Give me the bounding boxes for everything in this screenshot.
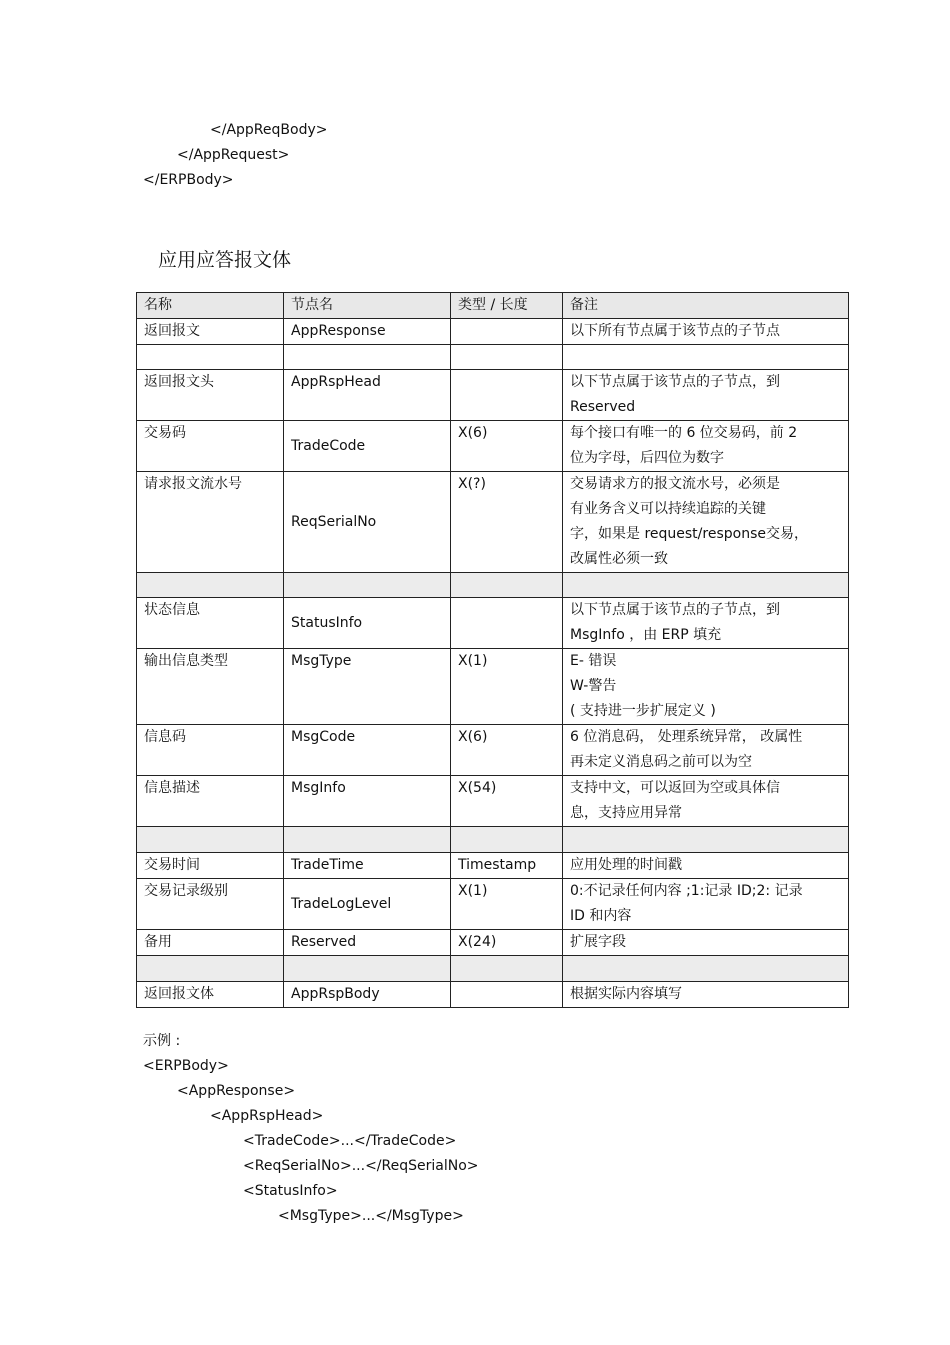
table-header-row [137,293,849,319]
cell-note: 6 位消息码， 处理系统异常， 改属性 再未定义消息码之前可以为空 [563,725,849,776]
cell-note: 根据实际内容填写 [563,982,849,1008]
cell-type [451,827,563,853]
cell-name: 返回报文 [137,319,284,345]
code-line: <ReqSerialNo>...</ReqSerialNo> [243,1158,479,1174]
cell-node: MsgInfo [284,776,451,827]
cell-note [563,573,849,598]
cell-note: 应用处理的时间戳 [563,853,849,879]
cell-type [451,573,563,598]
table-row [137,345,849,370]
cell-name: 输出信息类型 [137,649,284,725]
code-line: <TradeCode>...</TradeCode> [243,1133,457,1149]
cell-note: 以下节点属于该节点的子节点，到 MsgInfo ，由 ERP 填充 [563,598,849,649]
cell-name [137,827,284,853]
section-heading: 应用应答报文体 [158,249,292,271]
cell-note: 每个接口有唯一的 6 位交易码，前 2 位为字母，后四位为数字 [563,421,849,472]
table-row [137,472,849,573]
cell-type: X(1) [451,879,563,930]
table-row [137,421,849,472]
cell-node [284,827,451,853]
table-row [137,853,849,879]
table-row [137,879,849,930]
table-row [137,982,849,1008]
cell-note: E- 错误 W-警告 ( 支持进一步扩展定义 ) [563,649,849,725]
table-row [137,598,849,649]
header-note: 备注 [563,293,849,319]
cell-name: 返回报文体 [137,982,284,1008]
cell-node: MsgType [284,649,451,725]
cell-type: X(24) [451,930,563,956]
cell-type: X(?) [451,472,563,573]
cell-name: 请求报文流水号 [137,472,284,573]
cell-node: AppRspHead [284,370,451,421]
cell-name: 交易码 [137,421,284,472]
cell-type [451,370,563,421]
cell-name: 返回报文头 [137,370,284,421]
table-row [137,776,849,827]
code-line: <AppResponse> [177,1083,296,1099]
code-line: <AppRspHead> [210,1108,324,1124]
cell-note: 支持中文，可以返回为空或具体信 息，支持应用异常 [563,776,849,827]
table-row [137,956,849,982]
table-row [137,930,849,956]
table-row [137,649,849,725]
cell-note: 以下所有节点属于该节点的子节点 [563,319,849,345]
cell-node: StatusInfo [284,598,451,649]
cell-note: 0:不记录任何内容 ;1:记录 ID;2: 记录 ID 和内容 [563,879,849,930]
cell-name [137,956,284,982]
cell-type [451,345,563,370]
cell-note [563,345,849,370]
cell-node: MsgCode [284,725,451,776]
cell-name: 备用 [137,930,284,956]
cell-type: X(54) [451,776,563,827]
cell-name [137,573,284,598]
cell-name: 状态信息 [137,598,284,649]
cell-note: 以下节点属于该节点的子节点，到 Reserved [563,370,849,421]
cell-note [563,827,849,853]
cell-node: ReqSerialNo [284,472,451,573]
cell-node: TradeCode [284,421,451,472]
cell-type: X(1) [451,649,563,725]
cell-name: 交易时间 [137,853,284,879]
table-row [137,725,849,776]
cell-name: 信息描述 [137,776,284,827]
cell-node [284,956,451,982]
cell-type: X(6) [451,421,563,472]
table-row [137,573,849,598]
cell-node: AppRspBody [284,982,451,1008]
cell-name: 信息码 [137,725,284,776]
cell-type [451,319,563,345]
cell-node: TradeTime [284,853,451,879]
header-type: 类型 / 长度 [451,293,563,319]
code-line: <ERPBody> [143,1058,229,1074]
code-line: </AppReqBody> [210,122,328,138]
cell-name: 交易记录级别 [137,879,284,930]
table-row [137,827,849,853]
spec-table [136,292,849,1008]
cell-type [451,956,563,982]
table-row [137,319,849,345]
cell-type [451,598,563,649]
header-name: 名称 [137,293,284,319]
cell-note [563,956,849,982]
cell-type: Timestamp [451,853,563,879]
header-node: 节点名 [284,293,451,319]
cell-type [451,982,563,1008]
cell-node: TradeLogLevel [284,879,451,930]
code-line: </AppRequest> [177,147,290,163]
cell-note: 扩展字段 [563,930,849,956]
cell-note: 交易请求方的报文流水号，必须是 有业务含义可以持续追踪的关键 字，如果是 request/response交易， 改属性必须一致 [563,472,849,573]
code-line: </ERPBody> [143,172,234,188]
table-row [137,370,849,421]
cell-node: AppResponse [284,319,451,345]
cell-name [137,345,284,370]
example-label: 示例 : [143,1033,181,1049]
cell-node [284,573,451,598]
code-line: <StatusInfo> [243,1183,338,1199]
code-line: <MsgType>...</MsgType> [278,1208,464,1224]
cell-node [284,345,451,370]
cell-node: Reserved [284,930,451,956]
cell-type: X(6) [451,725,563,776]
